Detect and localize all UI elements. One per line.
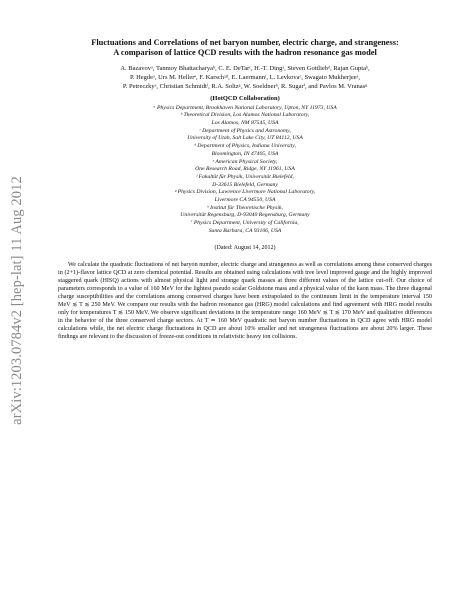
- title-line-2: A comparison of lattice QCD results with the hadron resonance gas model: [113, 48, 377, 57]
- collaboration-name: (HotQCD Collaboration): [210, 94, 280, 102]
- affiliation-line: Santa Barbara, CA 93106, USA: [208, 227, 282, 234]
- affiliation-line: Bloomington, IN 47405, USA: [211, 150, 279, 157]
- abstract-paragraph: We calculate the quadratic fluctuations of net baryon number, electric charge and strangeness as well as correlations among these conserved charges in (2+1)-flavor lattice QCD at zero chemical potential. Results are obtained using calculations with tree level improved gauge and the highly improved staggered quark (HISQ) actions with almost physical light and strange quark masses at three different values of the lattice cut-off. Our choice of parameters corresponds to a value of 160 MeV for the lightest pseudo scalar Goldstone mass and a physical value of the kaon mass. The three diagonal charge susceptibilities and the correlations among conserved charges have been extrapolated to the continuum limit in the temperature interval 150 MeV ≲ T ≲ 250 MeV. We compare our results with the hadron resonance gas (HRG) model calculations and find agreement with HRG model results only for temperatures T ≲ 150 MeV. We observe significant deviations in the temperature range 160 MeV ≲ T ≲ 170 MeV and qualitative differences in the behavior of the three conserved charge sectors. At T ≃ 160 MeV quadratic net baryon number fluctuations in QCD agree with HRG model calculations while, the net electric charge fluctuations in QCD are about 10% smaller and net strangeness fluctuations are about 20% larger. These findings are relevant to the discussion of freeze-out conditions in relativistic heavy ion collisions.: [58, 261, 432, 341]
- dated-line: (Dated: August 14, 2012): [214, 244, 276, 251]
- affiliation-line: Livermore CA 94550, USA: [214, 197, 276, 204]
- affiliation-line: ᶠ Fakultät für Physik, Universität Bielefeld,: [196, 173, 294, 180]
- arxiv-identifier-stamp: [6, 150, 28, 450]
- author-line: P. Petreczkyᵃ, Christian Schmidtᶠ, R.A. Soltzᵍ, W. Soeldnerʰ, R. Sugarⁱ, and Pavlos M. Vranasᵍ: [122, 83, 368, 91]
- affiliation-line: ᵉ American Physical Society,: [212, 158, 278, 165]
- author-line: P. Hegdeᵃ, Urs M. Hellerᵉ, F. Karschᵃʲᶠ, E. Laermannᶠ, L. Levkovaᶜ, Swagato Mukherjeeᵃ,: [129, 74, 361, 82]
- paper-title: [44, 38, 446, 58]
- affiliation-line: ᵇ Theoretical Division, Los Alamos National Laboratory,: [180, 112, 310, 119]
- affiliation-line: ᵍ Physics Division, Lawrence Livermore National Laboratory,: [174, 189, 316, 196]
- affiliation-line: Universität Regensburg, D-93040 Regensburg, Germany: [180, 212, 310, 219]
- paper-first-page: [44, 38, 446, 342]
- author-line: A. Bazavovᵃ, Tanmoy Bhattacharyaᵇ, C. E. DeTarᶜ, H.-T. Dingᵃ, Steven Gottliebᵈ, Rajan Guptaᵇ,: [120, 65, 370, 72]
- title-line-1: Fluctuations and Correlations of net baryon number, electric charge, and strangeness:: [91, 38, 399, 47]
- arxiv-identifier-text: arXiv:1203.0784v2 [hep-lat] 11 Aug 2012: [8, 175, 25, 425]
- author-list: [44, 64, 446, 92]
- affiliation-line: University of Utah, Salt Lake City, UT 84112, USA: [187, 135, 303, 142]
- affiliation-line: Los Alamos, NM 87545, USA: [211, 120, 279, 127]
- affiliation-line: ᶜ Department of Physics and Astronomy,: [199, 127, 291, 134]
- affiliation-line: ᵃ Physics Department, Brookhaven National Laboratory, Upton, NY 11973, USA: [153, 104, 337, 111]
- affiliation-list: [44, 105, 446, 236]
- affiliation-line: ᵈ Department of Physics, Indiana University,: [194, 143, 296, 150]
- affiliation-line: ʰ Institut für Theoretische Physik,: [207, 204, 283, 211]
- affiliation-line: One Research Road, Ridge, NY 11961, USA: [195, 166, 295, 173]
- affiliation-line: D-33615 Bielefeld, Germany: [212, 181, 278, 188]
- affiliation-line: ⁱ Physics Department, University of California,: [191, 220, 299, 227]
